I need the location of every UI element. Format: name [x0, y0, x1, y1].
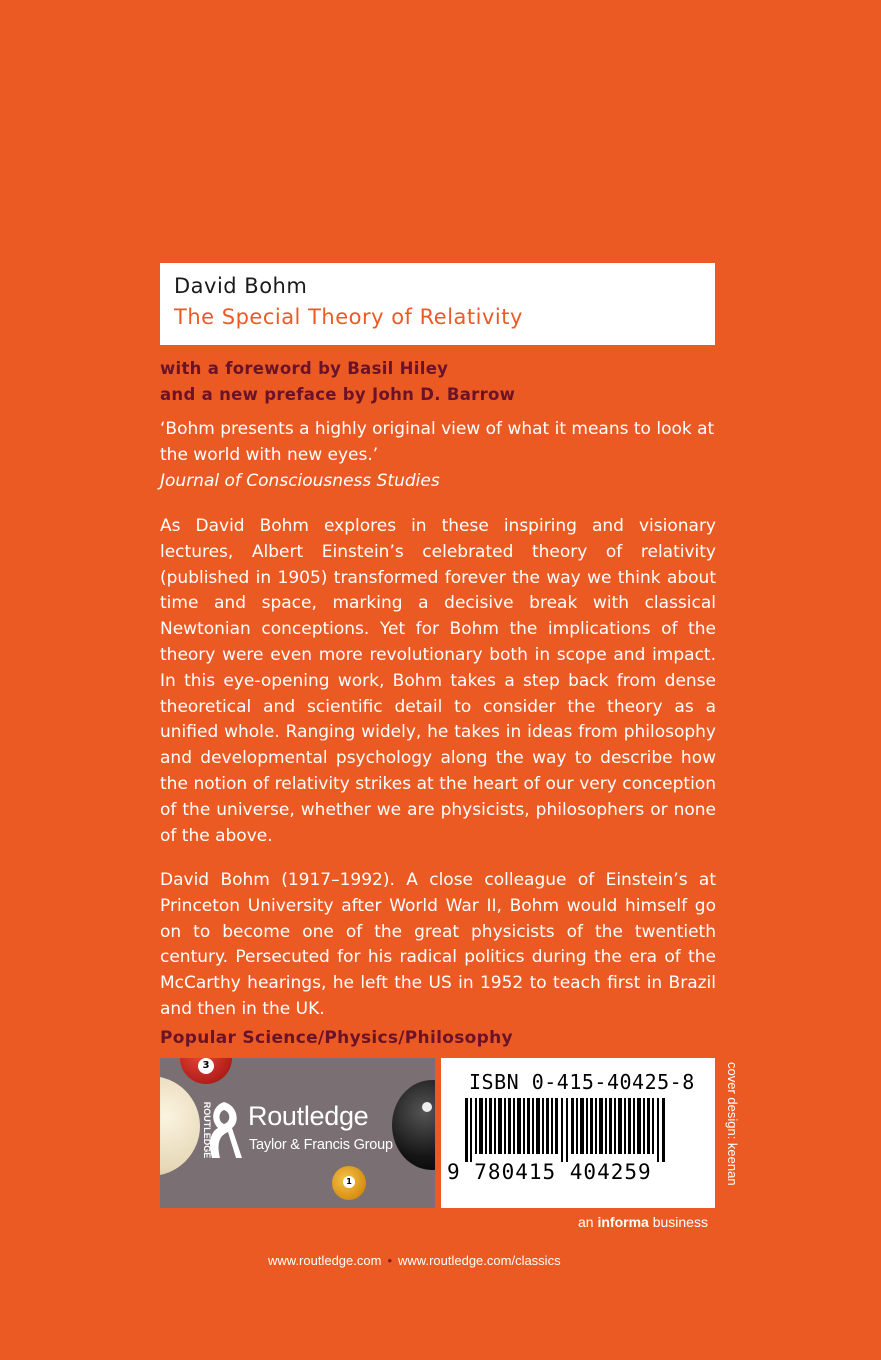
preface-prefix: and a new preface by	[160, 385, 373, 404]
informa-suffix: business	[648, 1214, 708, 1230]
quote-text: ‘Bohm presents a highly original view of what it means to look at the world with new eyes.’	[160, 419, 715, 465]
book-description: As David Bohm explores in these inspiring and visionary lectures, Albert Einstein’s celebrated theory of relativity (published in 1905) transformed forever the way we think about time and space, marking a decisive break with classical Newtonian conceptions. Yet for Bohm the implications of the theory were even more revolutionary both in scope and impact. In this eye-opening work, Bohm takes a step back from dense theoretical and scientific detail to consider the theory as a unified whole. Ranging widely, he takes in ideas from philosophy and developmental psychology along the way to describe how the notion of relativity strikes at the heart of our very conception of the universe, whether we are physicists, philosophers or none of the above.	[160, 516, 716, 846]
logo-vertical-text: ROUTLEDGE	[202, 1101, 212, 1159]
informa-prefix: an	[578, 1214, 598, 1230]
billiard-ball-red	[180, 1058, 232, 1084]
category-label: Popular Science/Physics/Philosophy	[160, 1028, 513, 1048]
ball-number-1: 1	[343, 1176, 355, 1188]
websites	[268, 1253, 561, 1268]
preface-line	[160, 382, 720, 408]
book-title: The Special Theory of Relativity	[174, 305, 523, 329]
publisher-panel	[160, 1058, 435, 1208]
barcode-box	[441, 1058, 715, 1208]
cover-design-credit: cover design: keenan	[725, 1062, 740, 1186]
foreword-line	[160, 356, 720, 382]
author-name: David Bohm	[174, 274, 308, 298]
foreword-prefix: with a foreword by	[160, 359, 348, 378]
barcode-icon	[463, 1098, 693, 1162]
isbn-label: ISBN 0-415-40425-8	[469, 1070, 695, 1094]
title-box	[160, 263, 715, 345]
ball-number-3: 3	[198, 1058, 214, 1074]
review-quote	[160, 416, 720, 494]
informa-line	[578, 1214, 708, 1230]
routledge-logo-icon	[200, 1100, 242, 1160]
quote-source: Journal of Consciousness Studies	[160, 471, 440, 491]
website-secondary[interactable]: www.routledge.com/classics	[398, 1253, 561, 1268]
informa-brand: informa	[597, 1214, 649, 1230]
billiard-ball-yellow	[332, 1166, 366, 1200]
preface-name: John D. Barrow	[372, 385, 516, 404]
billiard-ball-cream	[160, 1076, 200, 1176]
website-separator: •	[387, 1253, 393, 1268]
author-bio: David Bohm (1917–1992). A close colleague of Einstein’s at Princeton University after World War II, Bohm would himself go on to become one of the great physicists of the twentieth century. Persecuted for his radical politics during the era of the McCarthy hearings, he left the US in 1952 to teach first in Brazil and then in the UK.	[160, 870, 716, 1019]
ball-spot	[422, 1102, 432, 1112]
billiard-ball-black	[392, 1080, 435, 1170]
publisher-name: Routledge	[248, 1101, 369, 1131]
barcode-digits: 9 780415 404259	[447, 1160, 652, 1184]
website-primary[interactable]: www.routledge.com	[268, 1253, 382, 1268]
publisher-group: Taylor & Francis Group	[249, 1137, 393, 1153]
foreword-name: Basil Hiley	[347, 359, 449, 378]
credits	[160, 356, 720, 408]
